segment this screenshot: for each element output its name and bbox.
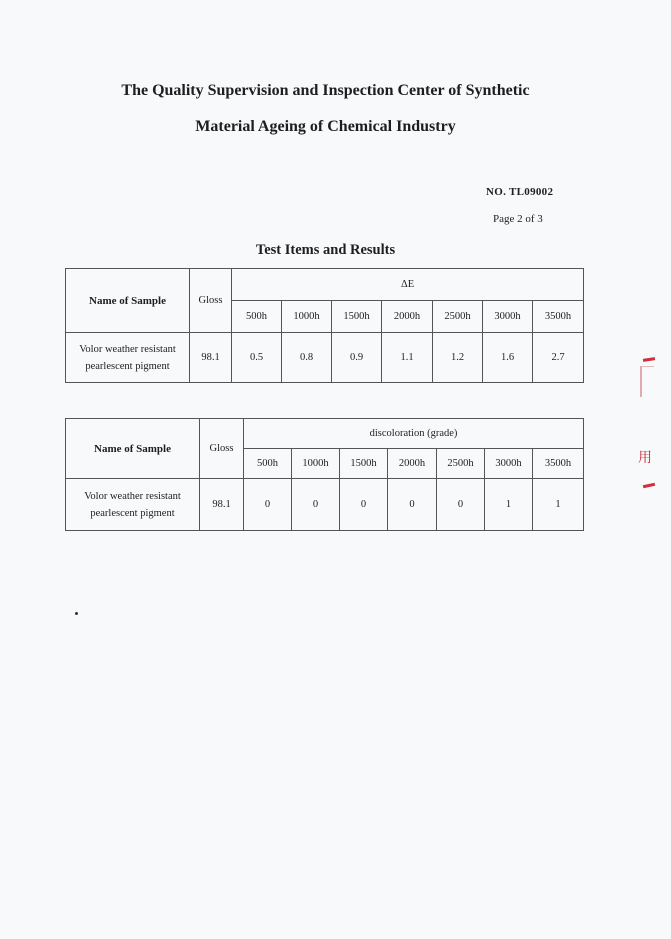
report-title-line2: Material Ageing of Chemical Industry	[195, 118, 456, 135]
header-hour: 500h	[244, 449, 292, 479]
sample-name-cell	[66, 479, 200, 531]
discoloration-table	[65, 418, 584, 531]
discoloration-grade: 0	[437, 479, 485, 531]
sample-name-line1: Volor weather resistant	[84, 490, 181, 502]
header-hour: 2500h	[437, 449, 485, 479]
header-hour: 1000h	[282, 301, 332, 333]
sample-name-line1: Volor weather resistant	[79, 343, 176, 355]
discoloration-grade: 1	[485, 479, 533, 531]
sample-name-cell	[66, 333, 190, 383]
discoloration-grade: 0	[292, 479, 340, 531]
header-gloss: Gloss	[190, 269, 232, 333]
header-discoloration: discoloration (grade)	[244, 419, 584, 449]
seal-mark-bottom	[643, 483, 655, 488]
header-hour: 3000h	[483, 301, 533, 333]
header-hour: 2500h	[433, 301, 483, 333]
header-gloss: Gloss	[200, 419, 244, 479]
header-hour: 3500h	[533, 449, 584, 479]
delta-e-value: 1.2	[433, 333, 483, 383]
table-row	[66, 333, 584, 383]
section-heading: Test Items and Results	[255, 242, 396, 258]
delta-e-value: 1.6	[483, 333, 533, 383]
report-title-line1: The Quality Supervision and Inspection Center of Synthetic	[121, 82, 530, 99]
header-hour: 3500h	[533, 301, 584, 333]
seal-fragment-top	[640, 366, 654, 397]
table-row	[66, 479, 584, 531]
header-hour: 1500h	[332, 301, 382, 333]
header-hour: 2000h	[388, 449, 437, 479]
delta-e-value: 2.7	[533, 333, 584, 383]
discoloration-grade: 0	[388, 479, 437, 531]
speck	[75, 612, 78, 615]
gloss-value: 98.1	[200, 479, 244, 531]
delta-e-value: 0.9	[332, 333, 382, 383]
gloss-value: 98.1	[190, 333, 232, 383]
header-name-of-sample: Name of Sample	[66, 269, 190, 333]
header-hour: 500h	[232, 301, 282, 333]
seal-glyph: 用	[638, 450, 652, 466]
sample-name-line2: pearlescent pigment	[90, 507, 175, 519]
delta-e-value: 1.1	[382, 333, 433, 383]
header-name-of-sample: Name of Sample	[66, 419, 200, 479]
page-number: Page 2 of 3	[493, 213, 543, 225]
header-hour: 1000h	[292, 449, 340, 479]
document-number: NO. TL09002	[486, 186, 554, 198]
discoloration-grade: 0	[340, 479, 388, 531]
discoloration-grade: 0	[244, 479, 292, 531]
delta-e-table	[65, 268, 584, 383]
header-hour: 1500h	[340, 449, 388, 479]
delta-e-value: 0.5	[232, 333, 282, 383]
delta-e-value: 0.8	[282, 333, 332, 383]
discoloration-grade: 1	[533, 479, 584, 531]
header-hour: 3000h	[485, 449, 533, 479]
header-delta-e: ΔE	[232, 269, 584, 301]
sample-name-line2: pearlescent pigment	[85, 360, 170, 372]
header-hour: 2000h	[382, 301, 433, 333]
seal-mark-top	[643, 357, 655, 362]
